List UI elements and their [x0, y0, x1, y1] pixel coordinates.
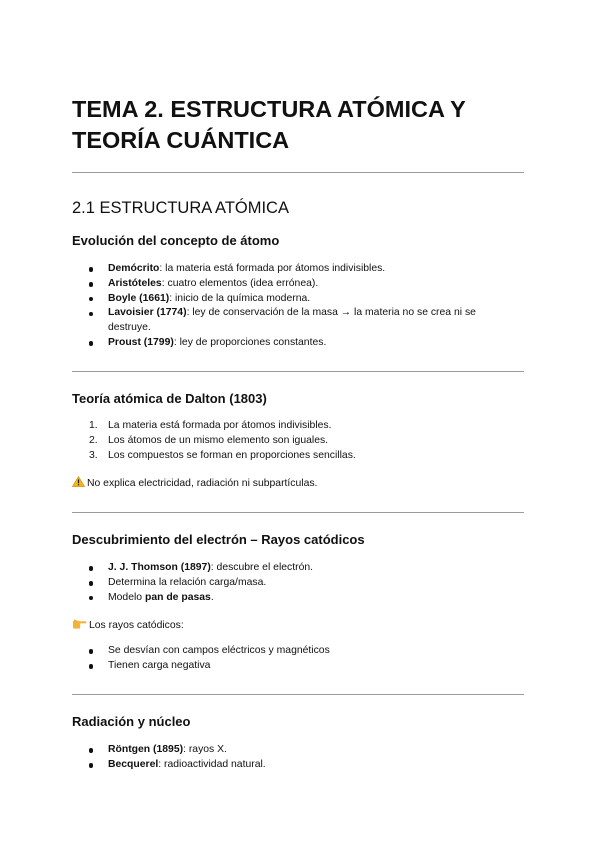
bullet-icon — [89, 581, 93, 585]
item-bold: Röntgen (1895) — [108, 744, 184, 755]
divider — [72, 512, 524, 513]
radiacion-list — [72, 743, 512, 773]
divider — [72, 371, 524, 372]
note-text: Los rayos catódicos: — [89, 620, 184, 631]
page-title — [72, 94, 532, 156]
divider — [72, 172, 524, 173]
list-item — [72, 659, 512, 674]
item-bold: Boyle (1661) — [108, 292, 170, 304]
item-number: 1. — [89, 420, 98, 431]
item-bold: Lavoisier (1774) — [108, 307, 187, 319]
list-item — [72, 292, 512, 307]
bullet-icon — [89, 748, 93, 752]
evolucion-list — [72, 262, 512, 351]
note-text: No explica electricidad, radiación ni subpartículas. — [87, 478, 318, 489]
rays-list — [72, 644, 512, 674]
page-title-line-1: TEMA 2. ESTRUCTURA ATÓMICA Y — [72, 96, 466, 122]
dalton-note — [72, 476, 317, 491]
item-bold: J. J. Thomson (1897) — [108, 562, 211, 573]
bullet-icon — [89, 763, 93, 767]
list-item — [72, 306, 512, 336]
item-text: Se desvían con campos eléctricos y magnéticos — [108, 645, 330, 656]
list-item — [72, 758, 512, 773]
item-bold: Aristóteles — [108, 277, 162, 289]
item-number: 2. — [89, 434, 98, 446]
item-text: Los átomos de un mismo elemento son iguales. — [108, 434, 329, 446]
item-number: 3. — [89, 449, 98, 461]
list-item — [72, 591, 512, 606]
dalton-list — [72, 419, 512, 463]
bullet-icon — [89, 341, 93, 345]
subsection-heading-dalton: Teoría atómica de Dalton (1803) — [72, 391, 267, 406]
warning-icon — [72, 476, 85, 487]
list-item — [72, 434, 512, 449]
bullet-icon — [89, 267, 93, 271]
item-text: La materia está formada por átomos indivisibles. — [108, 420, 332, 431]
item-text: : ley de proporciones constantes. — [173, 336, 327, 348]
bullet-icon — [89, 664, 93, 668]
list-item — [72, 576, 512, 591]
list-item — [72, 561, 512, 576]
item-bold: Becquerel — [108, 758, 159, 770]
list-item — [72, 277, 512, 292]
bullet-icon — [89, 282, 93, 286]
subsection-heading-evolucion: Evolución del concepto de átomo — [72, 233, 280, 248]
electron-note — [72, 618, 184, 633]
page-title-line-2: TEORÍA CUÁNTICA — [72, 127, 290, 153]
item-text: : descubre el electrón. — [210, 562, 314, 573]
list-item — [72, 336, 512, 351]
list-item — [72, 419, 512, 434]
subsection-heading-radiacion: Radiación y núcleo — [72, 714, 191, 729]
item-text: Los compuestos se forman en proporciones sencillas. — [108, 449, 356, 461]
bullet-icon — [89, 312, 93, 316]
item-text: : radioactividad natural. — [158, 758, 266, 770]
item-bold: Proust (1799) — [108, 336, 174, 348]
list-item — [72, 262, 512, 277]
list-item — [72, 743, 512, 758]
item-text: Determina la relación carga/masa. — [108, 576, 267, 588]
bullet-icon — [89, 297, 93, 301]
item-text: : la materia está formada por átomos indivisibles. — [159, 263, 386, 274]
item-bold: pan de pasas — [144, 591, 211, 603]
section-heading: 2.1 ESTRUCTURA ATÓMICA — [72, 199, 289, 217]
list-item — [72, 449, 512, 464]
electron-list — [72, 561, 512, 605]
bullet-icon — [89, 566, 93, 570]
bullet-icon — [89, 596, 93, 600]
item-text: : inicio de la química moderna. — [169, 292, 311, 304]
item-bold: Demócrito — [108, 263, 160, 274]
bullet-icon — [89, 649, 93, 653]
item-text: Tienen carga negativa — [108, 659, 211, 671]
divider — [72, 694, 524, 695]
item-text: Modelo — [108, 591, 145, 603]
item-text: : ley de conservación de la masa → la materia no se crea ni se destruye. — [108, 307, 476, 334]
item-text: . — [210, 591, 214, 603]
list-item — [72, 644, 512, 659]
item-text: : rayos X. — [183, 744, 227, 755]
subsection-heading-electron: Descubrimiento del electrón – Rayos catódicos — [72, 532, 365, 547]
pointing-hand-icon — [72, 618, 87, 629]
item-text: : cuatro elementos (idea errónea). — [161, 277, 319, 289]
